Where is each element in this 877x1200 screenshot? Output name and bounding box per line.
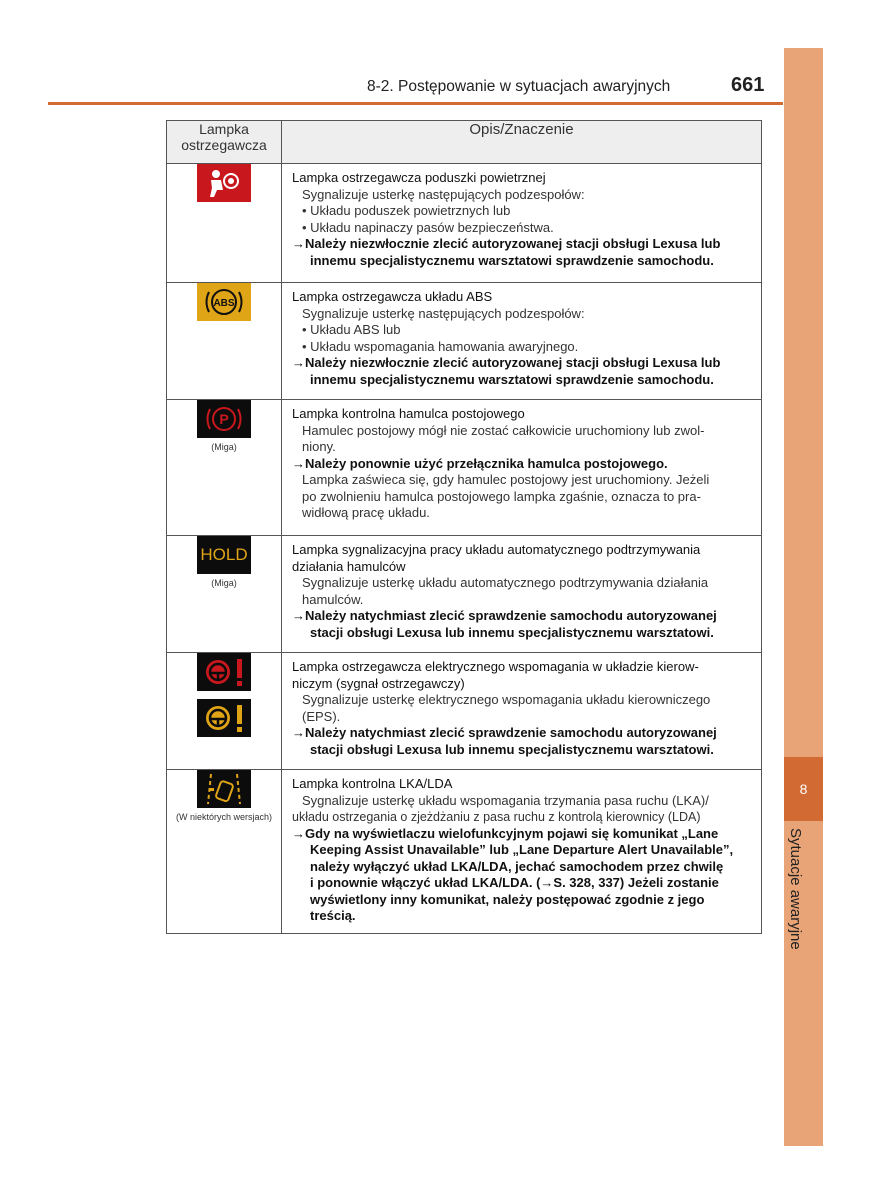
action-line: innemu specjalistycznemu warsztatowi sprawdzenie samochodu. <box>310 252 714 268</box>
action-line: →Należy niezwłocznie zlecić autoryzowanej stacji obsługi Lexusa lub <box>292 236 721 251</box>
chapter-title: Sytuacje awaryjne <box>787 828 804 950</box>
desc-line: hamulców. <box>302 591 364 607</box>
action-line: i ponownie włączyć układ LKA/LDA. (→S. 328, 337) Jeżeli zostanie <box>310 875 719 890</box>
lamp-cell <box>167 400 282 536</box>
airbag-warning-icon <box>197 164 251 202</box>
chapter-side-tab <box>784 48 823 1146</box>
desc-line: niony. <box>302 439 336 454</box>
lamp-note: (Miga) <box>211 578 237 588</box>
action-line: należy wyłączyć układ LKA/LDA, jechać samochodem przez chwilę <box>310 858 724 874</box>
desc-line: Sygnalizuje usterkę układu automatycznego podtrzymywania działania <box>302 575 709 590</box>
desc-line: Sygnalizuje usterkę układu wspomagania trzymania pasa ruchu (LKA)/ <box>302 792 709 808</box>
table-row <box>167 536 762 653</box>
action-line: →Należy niezwłocznie zlecić autoryzowanej stacji obsługi Lexusa lub <box>292 355 721 370</box>
eps-warning-amber-icon <box>197 699 251 737</box>
lamp-cell <box>167 164 282 283</box>
bullet-line: • Układu ABS lub <box>302 322 401 337</box>
action-line: innemu specjalistycznemu warsztatowi sprawdzenie samochodu. <box>310 371 714 387</box>
lamp-title-cont: niczym (sygnał ostrzegawczy) <box>292 675 465 691</box>
header-rule <box>48 102 783 105</box>
table-row <box>167 283 762 400</box>
lamp-cell <box>167 653 282 770</box>
table-header-row <box>167 121 762 164</box>
lamp-title: Lampka kontrolna hamulca postojowego <box>292 406 525 421</box>
hold-indicator-icon: HOLD <box>197 536 251 574</box>
lamp-cell <box>167 536 282 653</box>
bullet-line: • Układu poduszek powietrznych lub <box>302 203 511 218</box>
desc-line: Hamulec postojowy mógł nie zostać całkowicie uruchomiony lub zwol- <box>302 422 705 438</box>
lamp-cell <box>167 770 282 934</box>
description-cell <box>282 400 762 536</box>
lamp-title: Lampka ostrzegawcza układu ABS <box>292 289 493 304</box>
description-cell <box>282 770 762 934</box>
desc-line: (EPS). <box>302 708 341 724</box>
action-line: treścią. <box>310 908 356 923</box>
desc-line: Sygnalizuje usterkę następujących podzespołów: <box>302 305 585 321</box>
lamp-title: Lampka ostrzegawcza elektrycznego wspomagania w układzie kierow- <box>292 659 699 674</box>
desc-line: Sygnalizuje usterkę następujących podzespołów: <box>302 186 585 202</box>
desc-line: po zwolnieniu hamulca postojowego lampka zgaśnie, oznacza to pra- <box>302 488 701 504</box>
column-header-lamp: Lampka ostrzegawcza <box>167 121 282 164</box>
abs-warning-icon <box>197 283 251 321</box>
column-header-description: Opis/Znaczenie <box>282 121 762 164</box>
action-line: →Należy natychmiast zlecić sprawdzenie samochodu autoryzowanej <box>292 608 717 623</box>
eps-warning-red-icon <box>197 653 251 691</box>
action-line: →Należy ponownie użyć przełącznika hamulca postojowego. <box>292 455 668 471</box>
lamp-title: Lampka kontrolna LKA/LDA <box>292 776 453 791</box>
desc-line: widłową pracę układu. <box>302 505 430 520</box>
section-title: 8-2. Postępowanie w sytuacjach awaryjnych <box>367 78 671 95</box>
warning-lights-table <box>166 120 762 934</box>
action-line: wyświetlony inny komunikat, należy postępować zgodnie z jego <box>310 891 705 907</box>
table-row <box>167 164 762 283</box>
bullet-line: • Układu wspomagania hamowania awaryjnego. <box>302 338 579 354</box>
description-cell <box>282 653 762 770</box>
page-number: 661 <box>731 74 765 96</box>
lamp-title: Lampka ostrzegawcza poduszki powietrznej <box>292 170 546 185</box>
lka-lda-icon <box>197 770 251 808</box>
parking-brake-icon <box>197 400 251 438</box>
table-row <box>167 400 762 536</box>
action-line: stacji obsługi Lexusa lub innemu specjalistycznemu warsztatowi. <box>310 624 714 640</box>
lamp-title-cont: działania hamulców <box>292 558 406 574</box>
action-line: →Gdy na wyświetlaczu wielofunkcyjnym pojawi się komunikat „Lane <box>292 825 719 841</box>
bullet-line: • Układu napinaczy pasów bezpieczeństwa. <box>302 219 554 235</box>
description-cell <box>282 283 762 400</box>
table-row <box>167 653 762 770</box>
lamp-title: Lampka sygnalizacyjna pracy układu automatycznego podtrzymywania <box>292 542 701 557</box>
lamp-note: (W niektórych wersjach) <box>175 812 273 822</box>
action-line: stacji obsługi Lexusa lub innemu specjalistycznemu warsztatowi. <box>310 741 714 757</box>
lamp-cell <box>167 283 282 400</box>
desc-line: Sygnalizuje usterkę elektrycznego wspomagania układu kierowniczego <box>302 692 711 707</box>
svg-text:ABS: ABS <box>213 298 235 309</box>
table-row <box>167 770 762 934</box>
chapter-number: 8 <box>784 757 823 821</box>
action-line: Keeping Assist Unavailable” lub „Lane Departure Alert Unavailable”, <box>310 842 734 857</box>
description-cell <box>282 164 762 283</box>
svg-text:P: P <box>219 411 229 427</box>
lamp-note: (Miga) <box>211 442 237 452</box>
description-cell <box>282 536 762 653</box>
desc-line: Lampka zaświeca się, gdy hamulec postojowy jest uruchomiony. Jeżeli <box>302 472 710 487</box>
desc-line: układu ostrzegania o zjeżdżaniu z pasa ruchu z kontrolą kierownicy (LDA) <box>292 810 701 824</box>
action-line: →Należy natychmiast zlecić sprawdzenie samochodu autoryzowanej <box>292 725 717 740</box>
